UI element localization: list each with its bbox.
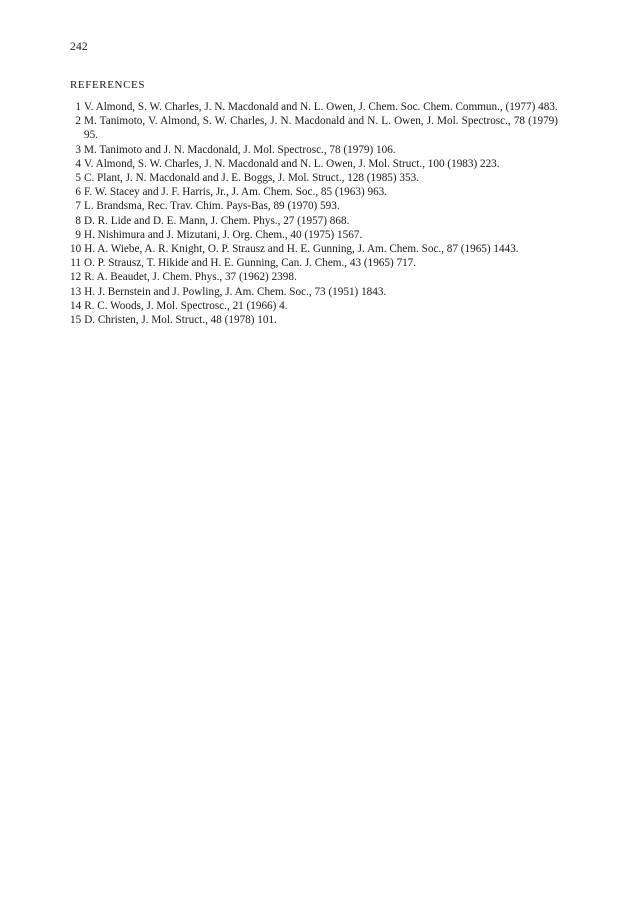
reference-text: D. R. Lide and D. E. Mann, J. Chem. Phys., 27 (1957) 868. xyxy=(84,214,350,227)
reference-item xyxy=(70,199,558,213)
reference-item xyxy=(70,171,558,185)
reference-number: 10 xyxy=(70,243,82,256)
reference-item xyxy=(70,285,558,299)
reference-item xyxy=(70,157,558,171)
reference-number: 3 xyxy=(75,143,81,156)
reference-number: 7 xyxy=(75,200,81,213)
reference-item xyxy=(70,256,558,270)
reference-number: 4 xyxy=(75,157,81,170)
reference-number: 14 xyxy=(70,299,82,312)
reference-text: R. C. Woods, J. Mol. Spectrosc., 21 (1966) 4. xyxy=(84,299,288,312)
reference-list xyxy=(70,100,558,327)
reference-number: 1 xyxy=(75,101,81,113)
reference-text: R. A. Beaudet, J. Chem. Phys., 37 (1962) 2398. xyxy=(84,271,297,284)
reference-text: V. Almond, S. W. Charles, J. N. Macdonald and N. L. Owen, J. Mol. Struct., 100 (1983) 223. xyxy=(84,157,500,170)
reference-text: D. Christen, J. Mol. Struct., 48 (1978) 101. xyxy=(84,314,277,327)
reference-text: H. Nishimura and J. Mizutani, J. Org. Chem., 40 (1975) 1567. xyxy=(84,228,363,241)
reference-item xyxy=(70,114,558,142)
reference-text: V. Almond, S. W. Charles, J. N. Macdonald and N. L. Owen, J. Chem. Soc. Chem. Commun., (1977) 483. xyxy=(84,101,558,113)
reference-item xyxy=(70,100,558,114)
reference-text: O. P. Strausz, T. Hikide and H. E. Gunning, Can. J. Chem., 43 (1965) 717. xyxy=(84,257,417,270)
reference-number: 8 xyxy=(75,214,81,227)
reference-item xyxy=(70,214,558,228)
reference-item xyxy=(70,313,558,327)
reference-number: 2 xyxy=(75,115,81,128)
reference-item xyxy=(70,242,558,256)
reference-number: 9 xyxy=(75,228,81,241)
reference-number: 12 xyxy=(70,271,82,284)
reference-number: 6 xyxy=(75,186,81,199)
reference-item xyxy=(70,228,558,242)
reference-text: H. J. Bernstein and J. Powling, J. Am. Chem. Soc., 73 (1951) 1843. xyxy=(84,285,387,298)
reference-number: 13 xyxy=(70,285,82,298)
reference-text: H. A. Wiebe, A. R. Knight, O. P. Strausz and H. E. Gunning, J. Am. Chem. Soc., 87 (1965) 1443. xyxy=(84,243,519,256)
reference-text: M. Tanimoto, V. Almond, S. W. Charles, J. N. Macdonald and N. L. Owen, J. Mol. Spectrosc., 78 (1979) 95. xyxy=(84,115,558,142)
page-number: 242 xyxy=(70,41,88,53)
reference-text: F. W. Stacey and J. F. Harris, Jr., J. Am. Chem. Soc., 85 (1963) 963. xyxy=(84,186,388,199)
reference-number: 11 xyxy=(70,257,81,270)
reference-item xyxy=(70,299,558,313)
section-heading: REFERENCES xyxy=(70,79,146,91)
reference-item xyxy=(70,270,558,284)
reference-item xyxy=(70,143,558,157)
reference-text: L. Brandsma, Rec. Trav. Chim. Pays-Bas, 89 (1970) 593. xyxy=(84,200,340,213)
reference-text: C. Plant, J. N. Macdonald and J. E. Boggs, J. Mol. Struct., 128 (1985) 353. xyxy=(84,172,419,185)
reference-number: 5 xyxy=(75,172,81,185)
reference-number: 15 xyxy=(70,314,82,327)
reference-item xyxy=(70,185,558,199)
reference-text: M. Tanimoto and J. N. Macdonald, J. Mol. Spectrosc., 78 (1979) 106. xyxy=(84,143,396,156)
